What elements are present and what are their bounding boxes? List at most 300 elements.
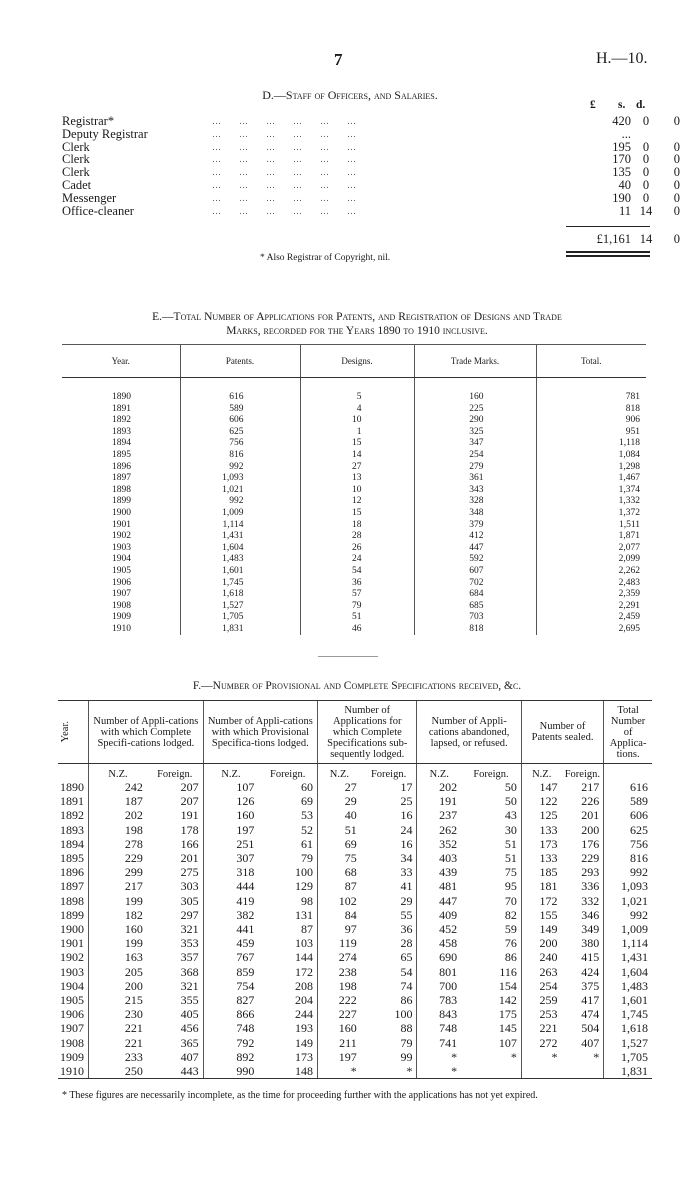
table-cell: 36 — [400, 922, 413, 937]
document-reference: H.—10. — [596, 50, 648, 67]
table-cell: 217 — [89, 879, 147, 893]
table-cell: 27 — [318, 780, 361, 794]
table-cell: 181 — [521, 879, 561, 893]
salary-pounds: 135 — [612, 165, 631, 180]
table-cell: 443 — [147, 1064, 203, 1079]
leader-dots: … … … … … … — [212, 116, 356, 126]
foreign-subheader: Foreign. — [157, 769, 193, 780]
table-cell: 1901 — [112, 519, 131, 530]
table-cell: 272 — [521, 1036, 561, 1050]
nz-subheader: N.Z. — [521, 764, 561, 781]
table-cell: 2,359 — [536, 589, 646, 601]
table-cell: 5 — [300, 392, 414, 404]
table-cell: 1,604 — [604, 965, 652, 979]
staff-title: Office-cleaner — [62, 203, 134, 218]
table-cell: 172 — [521, 894, 561, 908]
table-cell: 1,431 — [180, 531, 300, 543]
table-cell: 307 — [203, 851, 258, 865]
staff-title: Cadet — [62, 178, 92, 192]
table-cell: 244 — [295, 1007, 314, 1022]
table-cell: 321 — [180, 978, 199, 993]
table-cell: 160 — [89, 922, 147, 936]
total-rule — [566, 226, 650, 227]
table-cell: 441 — [203, 922, 258, 936]
table-cell: 10 — [300, 415, 414, 427]
table-row — [62, 496, 646, 508]
table-cell: 1904 — [60, 978, 84, 993]
table-cell: 382 — [203, 908, 258, 922]
table-cell: 1909 — [60, 1049, 84, 1064]
table-cell: 843 — [417, 1007, 461, 1021]
table-cell: 29 — [318, 794, 361, 808]
table-cell: 1905 — [60, 993, 84, 1008]
table-cell: 892 — [203, 1050, 258, 1064]
table-row — [58, 851, 652, 865]
table-cell: 251 — [203, 837, 258, 851]
staff-row — [62, 190, 680, 205]
table-cell: 1,021 — [180, 485, 300, 497]
table-cell: 69 — [318, 837, 361, 851]
table-cell: 1895 — [112, 449, 131, 460]
table-cell: 193 — [295, 1021, 314, 1036]
table-cell: 380 — [581, 936, 600, 951]
table-row — [58, 908, 652, 922]
table-cell: 13 — [300, 473, 414, 485]
table-cell: 447 — [417, 894, 461, 908]
table-cell: 305 — [180, 893, 199, 908]
table-row — [62, 554, 646, 566]
section-separator — [318, 656, 378, 657]
table-cell: * — [417, 1050, 461, 1064]
staff-title: Deputy Registrar — [62, 126, 148, 141]
table-row — [62, 612, 646, 624]
table-row — [62, 485, 646, 497]
table-cell: 75 — [504, 865, 517, 880]
table-cell: 225 — [414, 404, 536, 416]
salary-pounds: 40 — [618, 178, 631, 192]
table-cell: 15 — [300, 438, 414, 450]
table-cell: 1,871 — [536, 531, 646, 543]
table-cell: 801 — [417, 965, 461, 979]
table-cell: 230 — [89, 1007, 147, 1021]
table-cell: 16 — [400, 836, 413, 851]
blank-subheader — [58, 764, 89, 781]
table-cell: 290 — [414, 415, 536, 427]
table-cell: 237 — [417, 808, 461, 822]
table-cell: 40 — [318, 808, 361, 822]
table-cell: 217 — [581, 780, 600, 794]
table-cell: 1,093 — [180, 473, 300, 485]
table-cell: 18 — [300, 520, 414, 532]
table-cell: 27 — [300, 462, 414, 474]
applications-table-header — [62, 345, 646, 378]
table-cell: 1907 — [112, 589, 131, 600]
table-cell: 2,695 — [536, 624, 646, 636]
table-cell: 253 — [521, 1007, 561, 1021]
table-cell: 57 — [300, 589, 414, 601]
table-cell: 254 — [414, 450, 536, 462]
table-cell: 368 — [180, 964, 199, 979]
table-cell: 259 — [521, 993, 561, 1007]
table-row — [62, 589, 646, 601]
total-shillings: 14 — [639, 232, 653, 246]
table-cell: 1894 — [60, 836, 84, 851]
table-cell: 279 — [414, 462, 536, 474]
table-cell: 163 — [89, 950, 147, 964]
table-cell: 592 — [414, 554, 536, 566]
table-cell: 992 — [180, 496, 300, 508]
table-cell: 1892 — [60, 808, 84, 823]
salary-shillings: 0 — [642, 114, 650, 128]
table-cell: 1,431 — [604, 950, 652, 964]
table-cell: 1903 — [112, 542, 131, 553]
staff-row — [62, 203, 680, 218]
table-cell: 204 — [295, 993, 314, 1008]
table-cell: 155 — [521, 908, 561, 922]
table-cell: 1,483 — [180, 554, 300, 566]
table-cell: 1904 — [112, 554, 131, 565]
table-cell: 79 — [301, 851, 314, 866]
table-cell: 405 — [180, 1007, 199, 1022]
table-cell: 46 — [300, 624, 414, 636]
section-d-footnote: * Also Registrar of Copyright, nil. — [260, 253, 391, 263]
table-cell: 54 — [400, 964, 413, 979]
table-cell: 1903 — [60, 964, 84, 979]
table-cell: 992 — [604, 908, 652, 922]
specifications-table — [58, 700, 652, 1079]
table-cell: 144 — [295, 950, 314, 965]
table-cell: 1897 — [60, 879, 84, 894]
table-cell: 1,511 — [536, 520, 646, 532]
table-cell: 142 — [498, 993, 517, 1008]
table-row — [62, 520, 646, 532]
section-e-title — [62, 310, 652, 338]
table-cell: 407 — [180, 1049, 199, 1064]
table-cell: 361 — [414, 473, 536, 485]
table-cell: 50 — [504, 780, 517, 794]
table-cell: 1897 — [112, 473, 131, 484]
table-cell: 26 — [300, 543, 414, 555]
table-cell: 1905 — [112, 565, 131, 576]
table-cell: 70 — [504, 893, 517, 908]
table-cell: 355 — [180, 993, 199, 1008]
table-cell: 95 — [504, 879, 517, 894]
table-cell: 781 — [536, 392, 646, 404]
table-cell: 187 — [89, 794, 147, 808]
table-row — [58, 1050, 652, 1064]
table-cell: 459 — [203, 936, 258, 950]
table-cell: 202 — [417, 780, 461, 794]
table-cell: 68 — [318, 865, 361, 879]
table-cell: * — [318, 1064, 361, 1079]
table-cell: 12 — [300, 496, 414, 508]
table-cell: 60 — [301, 780, 314, 794]
table-cell: 221 — [521, 1021, 561, 1035]
table-cell: 275 — [180, 865, 199, 880]
table-cell: 227 — [318, 1007, 361, 1021]
table-cell: 33 — [400, 865, 413, 880]
table-cell: 1,604 — [180, 543, 300, 555]
salary-shillings: 0 — [642, 165, 650, 180]
table-cell: 1,021 — [604, 894, 652, 908]
table-cell: 278 — [89, 837, 147, 851]
table-cell: 29 — [400, 893, 413, 908]
table-cell: 1893 — [60, 822, 84, 837]
table-cell: 375 — [581, 978, 600, 993]
table-cell: 424 — [581, 964, 600, 979]
table-cell: 147 — [521, 780, 561, 794]
table-cell: 1,705 — [180, 612, 300, 624]
table-cell: 240 — [521, 950, 561, 964]
table-cell: 992 — [180, 462, 300, 474]
table-cell: 419 — [203, 894, 258, 908]
table-cell: 36 — [300, 578, 414, 590]
table-cell: 1900 — [112, 507, 131, 518]
table-cell: 10 — [300, 485, 414, 497]
table-cell: 41 — [400, 879, 413, 894]
table-cell: 97 — [318, 922, 361, 936]
salary-pounds: 420 — [612, 114, 631, 128]
table-cell: 816 — [180, 450, 300, 462]
table-cell: 474 — [581, 1007, 600, 1022]
table-cell: 207 — [180, 794, 199, 809]
table-cell: 98 — [301, 893, 314, 908]
table-cell: 1906 — [112, 577, 131, 588]
foreign-subheader: Foreign. — [370, 769, 407, 780]
salary-shillings: 0 — [642, 152, 650, 167]
table-cell: 201 — [581, 808, 600, 823]
salary-shillings: 0 — [642, 190, 650, 205]
table-row — [62, 450, 646, 462]
subsequent-complete-header: Number of Applications for which Complete Specifications sub-sequently lodged. — [318, 701, 417, 764]
table-cell: 403 — [417, 851, 461, 865]
table-cell: 100 — [394, 1007, 413, 1022]
table-cell: 1,483 — [604, 979, 652, 993]
table-cell: 88 — [400, 1021, 413, 1036]
table-cell: 1,009 — [604, 922, 652, 936]
table-cell: 28 — [400, 936, 413, 951]
table-cell: 906 — [536, 415, 646, 427]
table-cell: 229 — [581, 851, 600, 866]
provisional-specs-header: Number of Appli-cations with which Provisional Specifica-tions lodged. — [203, 701, 317, 764]
table-cell: 685 — [414, 601, 536, 613]
table-cell: 226 — [581, 794, 600, 809]
table-cell: 1890 — [60, 780, 84, 794]
table-cell: 325 — [414, 427, 536, 439]
table-row — [58, 993, 652, 1007]
table-cell: 748 — [417, 1021, 461, 1035]
table-cell: 444 — [203, 879, 258, 893]
table-cell: 452 — [417, 922, 461, 936]
table-cell: 818 — [536, 404, 646, 416]
table-cell: 1909 — [112, 612, 131, 623]
section-f-footnote: * These figures are necessarily incomplete, as the time for proceeding further with the applications has not yet expired. — [62, 1090, 538, 1101]
leader-dots: … … … … … … — [212, 128, 356, 139]
table-row — [58, 879, 652, 893]
table-cell: 1,298 — [536, 462, 646, 474]
table-cell: 149 — [521, 922, 561, 936]
table-row — [58, 794, 652, 808]
pence-header: d. — [636, 99, 646, 111]
table-row — [58, 823, 652, 837]
table-cell: 51 — [318, 823, 361, 837]
table-cell: 866 — [203, 1007, 258, 1021]
table-cell: * — [521, 1050, 561, 1064]
table-cell — [562, 1064, 604, 1079]
table-row — [58, 780, 652, 794]
table-cell: 352 — [417, 837, 461, 851]
table-row — [58, 1064, 652, 1079]
table-cell: 458 — [417, 936, 461, 950]
table-cell: 1,374 — [536, 485, 646, 497]
salary-shillings: 0 — [642, 178, 650, 192]
table-cell: 607 — [414, 566, 536, 578]
table-cell: 1,745 — [180, 578, 300, 590]
table-row — [62, 624, 646, 636]
double-rule-2 — [566, 255, 650, 257]
table-cell: 328 — [414, 496, 536, 508]
table-cell: 129 — [295, 879, 314, 894]
table-cell: 79 — [300, 601, 414, 613]
table-cell: 133 — [521, 823, 561, 837]
table-cell: 2,459 — [536, 612, 646, 624]
table-cell: 1900 — [60, 922, 84, 937]
salary-pounds: 195 — [612, 139, 631, 154]
table-cell: 625 — [180, 427, 300, 439]
table-cell: 28 — [300, 531, 414, 543]
section-d-title — [200, 88, 500, 103]
page-number: 7 — [334, 50, 343, 69]
table-cell: 1,467 — [536, 473, 646, 485]
table-cell: 346 — [581, 907, 600, 922]
staff-title: Clerk — [62, 139, 90, 154]
section-e-title-line1: E.—Total Number of Applications for Patents, and Registration of Designs and Trade — [152, 311, 562, 323]
table-cell: 336 — [581, 879, 600, 894]
table-cell: 700 — [417, 979, 461, 993]
table-cell: 1898 — [60, 893, 84, 908]
table-row — [58, 1007, 652, 1021]
specifications-table-header — [58, 701, 652, 764]
table-cell: 82 — [504, 907, 517, 922]
table-cell: 1907 — [60, 1021, 84, 1036]
table-row — [62, 392, 646, 404]
table-cell: 131 — [295, 907, 314, 922]
table-cell: 182 — [89, 908, 147, 922]
table-cell: 160 — [203, 808, 258, 822]
salary-pounds: ... — [621, 126, 631, 141]
table-row — [62, 462, 646, 474]
table-cell: 1908 — [60, 1035, 84, 1050]
pounds-header: £ — [590, 99, 596, 111]
table-cell: 1902 — [60, 950, 84, 965]
table-cell: 15 — [300, 508, 414, 520]
table-cell: 1893 — [112, 426, 131, 437]
table-cell: * — [417, 1064, 461, 1079]
table-cell: 1896 — [112, 461, 131, 472]
table-cell: 263 — [521, 965, 561, 979]
table-cell: 17 — [400, 780, 413, 794]
double-rule-1 — [566, 251, 650, 253]
table-cell: 348 — [414, 508, 536, 520]
table-cell: 76 — [504, 936, 517, 951]
table-row — [62, 415, 646, 427]
salary-pence: 0 — [673, 190, 680, 205]
table-cell: 1895 — [60, 851, 84, 866]
table-cell: 200 — [89, 979, 147, 993]
table-cell: 43 — [504, 808, 517, 823]
table-cell: 347 — [414, 438, 536, 450]
table-cell: 616 — [604, 780, 652, 794]
table-row — [58, 936, 652, 950]
table-cell: 690 — [417, 950, 461, 964]
table-cell: 2,099 — [536, 554, 646, 566]
table-cell: 456 — [180, 1021, 199, 1036]
table-row — [58, 1021, 652, 1035]
table-cell: 504 — [581, 1021, 600, 1036]
total-pence: 0 — [673, 232, 680, 246]
table-cell: 74 — [400, 978, 413, 993]
table-cell: 1,601 — [604, 993, 652, 1007]
table-row — [58, 965, 652, 979]
table-row — [58, 837, 652, 851]
table-cell: 1,705 — [604, 1050, 652, 1064]
table-cell: 175 — [498, 1007, 517, 1022]
table-cell: 178 — [180, 822, 199, 837]
table-cell: 792 — [203, 1036, 258, 1050]
salary-pence: 0 — [673, 114, 680, 128]
staff-row — [62, 128, 652, 141]
table-cell: 756 — [604, 837, 652, 851]
table-cell: 119 — [318, 936, 361, 950]
table-cell: 1908 — [112, 600, 131, 611]
table-cell: 343 — [414, 485, 536, 497]
table-cell: 202 — [89, 808, 147, 822]
table-cell: 299 — [89, 865, 147, 879]
section-f-title: F.—Number of Provisional and Complete Specifications received, &c. — [192, 680, 522, 692]
blank-subheader — [604, 764, 652, 781]
column-header: Patents. — [180, 345, 300, 378]
staff-title: Messenger — [62, 190, 117, 205]
table-cell: 54 — [300, 566, 414, 578]
table-cell: 145 — [498, 1021, 517, 1036]
table-cell: 30 — [504, 822, 517, 837]
table-cell: 24 — [300, 554, 414, 566]
table-row — [58, 950, 652, 964]
table-cell: 191 — [417, 794, 461, 808]
table-cell: 51 — [504, 851, 517, 866]
table-row — [58, 894, 652, 908]
table-cell: 1,527 — [604, 1036, 652, 1050]
nz-subheader: N.Z. — [203, 764, 258, 781]
year-column-header: Year. — [58, 701, 89, 764]
table-cell: 99 — [400, 1049, 413, 1064]
table-cell: 1,618 — [604, 1021, 652, 1035]
leader-dots: … … … … … … — [212, 154, 356, 165]
table-cell: 148 — [258, 1064, 317, 1079]
table-cell: 24 — [400, 822, 413, 837]
table-cell: 14 — [300, 450, 414, 462]
table-cell: 606 — [604, 808, 652, 822]
table-cell: 51 — [504, 836, 517, 851]
table-cell: 200 — [581, 822, 600, 837]
table-cell: 616 — [180, 392, 300, 404]
table-cell: 332 — [581, 893, 600, 908]
table-cell: * — [510, 1049, 517, 1064]
table-cell: 238 — [318, 965, 361, 979]
table-cell: 1891 — [60, 794, 84, 809]
table-cell: 303 — [180, 879, 199, 894]
table-cell: 1890 — [112, 392, 131, 402]
